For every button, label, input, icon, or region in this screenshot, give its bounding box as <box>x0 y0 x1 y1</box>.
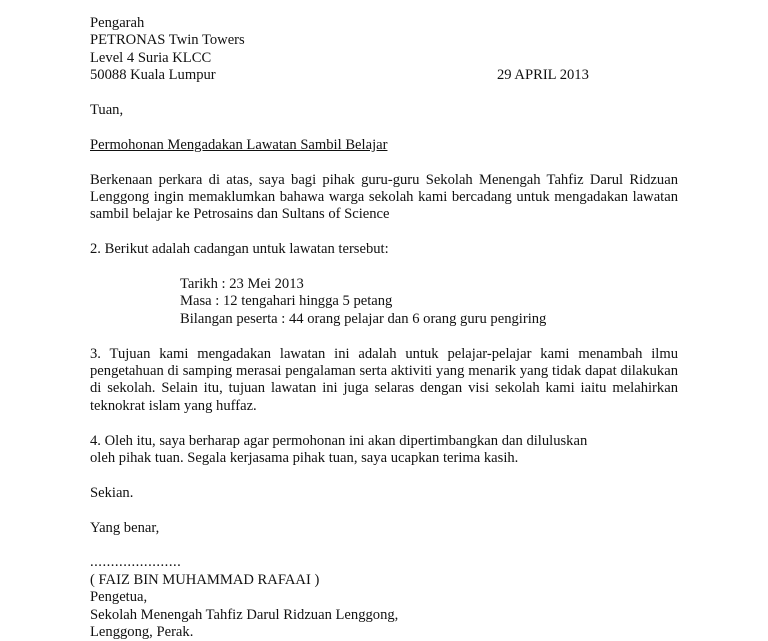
signature-line: ...................... <box>90 554 182 571</box>
paragraph-3: 3. Tujuan kami mengadakan lawatan ini adalah untuk pelajar-pelajar kami menambah ilmu pengetahuan di samping merasai pengalaman serta aktiviti yang menarik yang tidak dapat dilakukan di sekolah. Selain itu, tujuan lawatan ini juga selaras dengan visi sekolah kami iaitu melahirkan teknokrat islam yang huffaz. <box>90 345 678 414</box>
signatory-school: Sekolah Menengah Tahfiz Darul Ridzuan Lenggong, <box>90 606 399 623</box>
paragraph-2: 2. Berikut adalah cadangan untuk lawatan tersebut: <box>90 241 389 258</box>
letter-date: 29 APRIL 2013 <box>497 67 589 84</box>
detail-bilangan: Bilangan peserta : 44 orang pelajar dan 6 orang guru pengiring <box>180 310 547 327</box>
recipient-organization: PETRONAS Twin Towers <box>90 32 245 49</box>
subject-heading: Permohonan Mengadakan Lawatan Sambil Belajar <box>90 136 388 153</box>
signatory-name: ( FAIZ BIN MUHAMMAD RAFAAI ) <box>90 571 320 588</box>
letter-page <box>90 15 678 641</box>
salutation: Tuan, <box>90 102 124 119</box>
recipient-address-line1: Level 4 Suria KLCC <box>90 49 212 66</box>
signatory-position: Pengetua, <box>90 589 148 606</box>
recipient-address-line2: 50088 Kuala Lumpur <box>90 67 216 84</box>
address-date-row <box>90 67 678 84</box>
detail-tarikh: Tarikh : 23 Mei 2013 <box>180 276 304 293</box>
paragraph-4-line1: 4. Oleh itu, saya berharap agar permohonan ini akan dipertimbangkan dan diluluskan <box>90 432 588 449</box>
paragraph-4-line2: oleh pihak tuan. Segala kerjasama pihak tuan, saya ucapkan terima kasih. <box>90 450 519 467</box>
closing-sekian: Sekian. <box>90 484 134 501</box>
detail-masa: Masa : 12 tengahari hingga 5 petang <box>180 293 393 310</box>
paragraph-intro: Berkenaan perkara di atas, saya bagi pihak guru-guru Sekolah Menengah Tahfiz Darul Ridzuan Lenggong ingin memaklumkan bahawa warga sekolah kami bercadang untuk mengadakan lawatan sambil belajar ke Petrosains dan Sultans of Science <box>90 171 678 223</box>
closing-yang-benar: Yang benar, <box>90 519 160 536</box>
recipient-title: Pengarah <box>90 15 145 31</box>
signatory-location: Lenggong, Perak. <box>90 624 194 641</box>
